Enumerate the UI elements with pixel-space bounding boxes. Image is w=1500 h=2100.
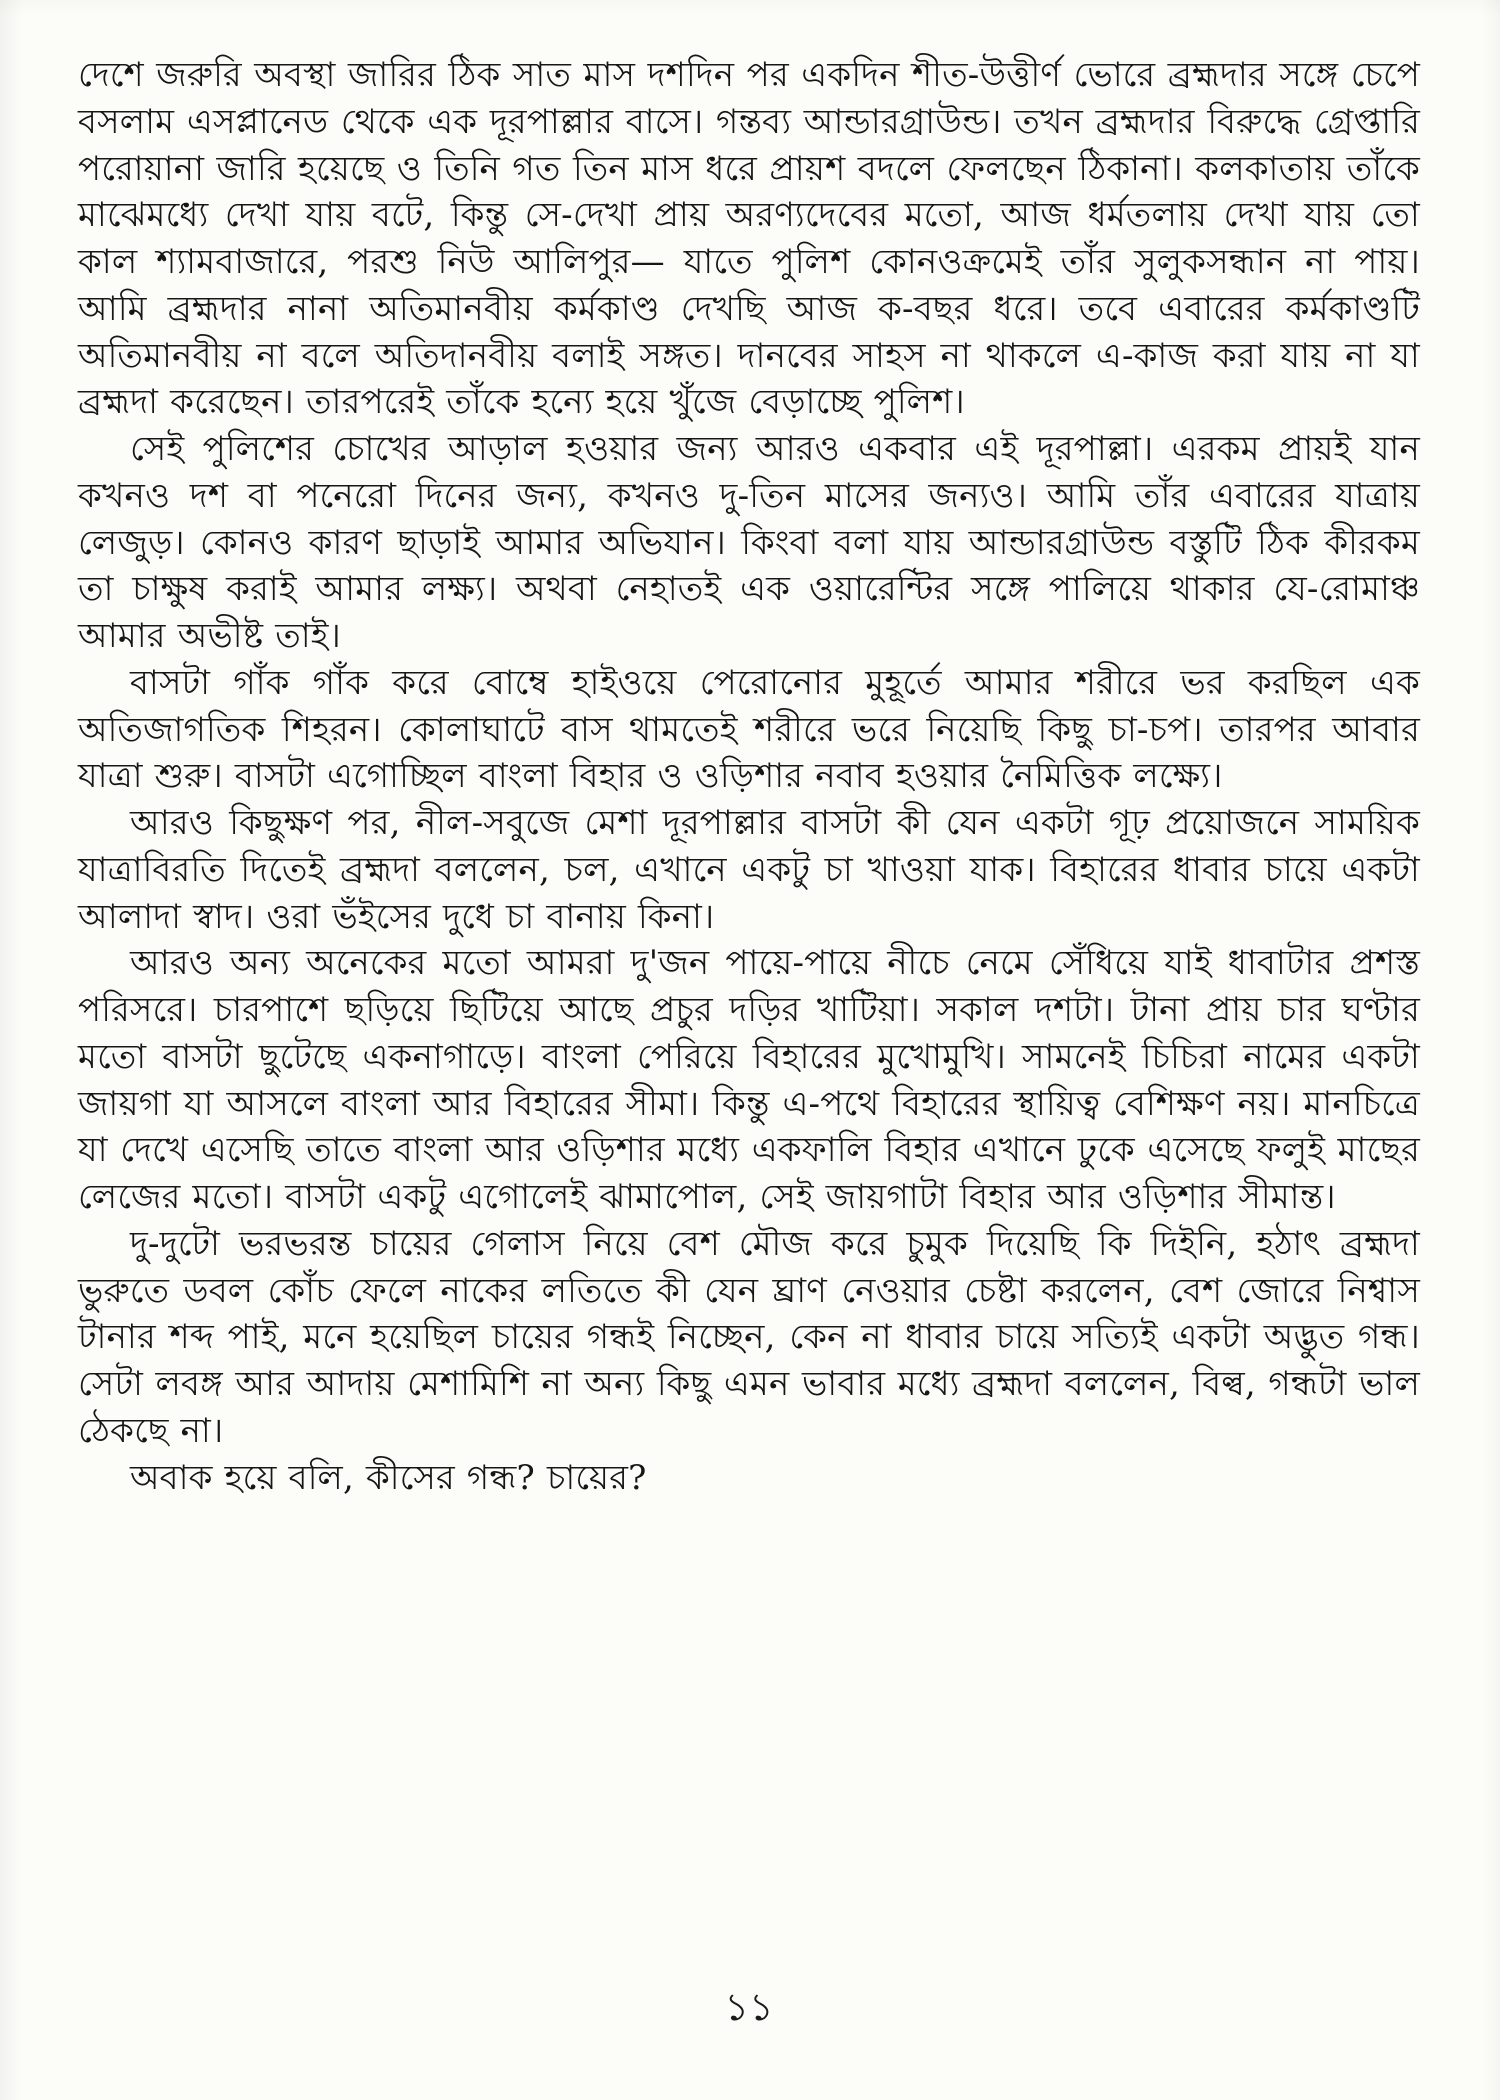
paragraph: দু-দুটো ভরভরন্ত চায়ের গেলাস নিয়ে বেশ মৌজ করে চুমুক দিয়েছি কি দিইনি, হঠাৎ ব্রহ্মদা ভুরুতে ডবল কোঁচ ফেলে নাকের লতিতে কী যেন ঘ্রাণ নেওয়ার চেষ্টা করলেন, বেশ জোরে নিশ্বাস টানার শব্দ পাই, মনে হয়েছিল চায়ের গন্ধই নিচ্ছেন, কেন না ধাবার চায়ে সত্যিই একটা অদ্ভুত গন্ধ। সেটা লবঙ্গ আর আদায় মেশামিশি না অন্য কিছু এমন ভাবার মধ্যে ব্রহ্মদা বললেন, বিল্ব, গন্ধটা ভাল ঠেকছে না। — [78, 1223, 1420, 1451]
paragraph: দেশে জরুরি অবস্থা জারির ঠিক সাত মাস দশদিন পর একদিন শীত-উত্তীর্ণ ভোরে ব্রহ্মদার সঙ্গে চেপে বসলাম এসপ্লানেড থেকে এক দূরপাল্লার বাসে। গন্তব্য আন্ডারগ্রাউন্ড। তখন ব্রহ্মদার বিরুদ্ধে গ্রেপ্তারি পরোয়ানা জারি হয়েছে ও তিনি গত তিন মাস ধরে প্রায়শ বদলে ফেলছেন ঠিকানা। কলকাতায় তাঁকে মাঝেমধ্যে দেখা যায় বটে, কিন্তু সে-দেখা প্রায় অরণ্যদেবের মতো, আজ ধর্মতলায় দেখা যায় তো কাল শ্যামবাজারে, পরশু নিউ আলিপুর— যাতে পুলিশ কোনওক্রমেই তাঁর সুলুকসন্ধান না পায়। আমি ব্রহ্মদার নানা অতিমানবীয় কর্মকাণ্ড দেখছি আজ ক-বছর ধরে। তবে এবারের কর্মকাণ্ডটি অতিমানবীয় না বলে অতিদানবীয় বলাই সঙ্গত। দানবের সাহস না থাকলে এ-কাজ করা যায় না যা ব্রহ্মদা করেছেন। তারপরেই তাঁকে হন্যে হয়ে খুঁজে বেড়াচ্ছে পুলিশ। — [78, 55, 1420, 423]
body-text — [78, 52, 1420, 1978]
paragraph: বাসটা গাঁক গাঁক করে বোম্বে হাইওয়ে পেরোনোর মুহূর্তে আমার শরীরে ভর করছিল এক অতিজাগতিক শিহরন। কোলাঘাটে বাস থামতেই শরীরে ভরে নিয়েছি কিছু চা-চপ। তারপর আবার যাত্রা শুরু। বাসটা এগোচ্ছিল বাংলা বিহার ও ওড়িশার নবাব হওয়ার নৈমিত্তিক লক্ষ্যে। — [78, 662, 1420, 797]
paragraph: সেই পুলিশের চোখের আড়াল হওয়ার জন্য আরও একবার এই দূরপাল্লা। এরকম প্রায়ই যান কখনও দশ বা পনেরো দিনের জন্য, কখনও দু-তিন মাসের জন্যও। আমি তাঁর এবারের যাত্রায় লেজুড়। কোনও কারণ ছাড়াই আমার অভিযান। কিংবা বলা যায় আন্ডারগ্রাউন্ড বস্তুটি ঠিক কীরকম তা চাক্ষুষ করাই আমার লক্ষ্য। অথবা নেহাতই এক ওয়ারেন্টির সঙ্গে পালিয়ে থাকার যে-রোমাঞ্চ আমার অভীষ্ট তাই। — [78, 429, 1420, 656]
paragraph: অবাক হয়ে বলি, কীসের গন্ধ? চায়ের? — [130, 1457, 647, 1498]
paragraph: আরও অন্য অনেকের মতো আমরা দু'জন পায়ে-পায়ে নীচে নেমে সেঁধিয়ে যাই ধাবাটার প্রশস্ত পরিসরে। চারপাশে ছড়িয়ে ছিটিয়ে আছে প্রচুর দড়ির খাটিয়া। সকাল দশটা। টানা প্রায় চার ঘণ্টার মতো বাসটা ছুটেছে একনাগাড়ে। বাংলা পেরিয়ে বিহারের মুখোমুখি। সামনেই চিচিরা নামের একটা জায়গা যা আসলে বাংলা আর বিহারের সীমা। কিন্তু এ-পথে বিহারের স্থায়িত্ব বেশিক্ষণ নয়। মানচিত্রে যা দেখে এসেছি তাতে বাংলা আর ওড়িশার মধ্যে একফালি বিহার এখানে ঢুকে এসেছে ফলুই মাছের লেজের মতো। বাসটা একটু এগোলেই ঝামাপোল, সেই জায়গাটা বিহার আর ওড়িশার সীমান্ত। — [78, 943, 1420, 1217]
page-number: ১১ — [724, 1985, 774, 2029]
paragraph: আরও কিছুক্ষণ পর, নীল-সবুজে মেশা দূরপাল্লার বাসটা কী যেন একটা গূঢ় প্রয়োজনে সাময়িক যাত্রাবিরতি দিতেই ব্রহ্মদা বললেন, চল, এখানে একটু চা খাওয়া যাক। বিহারের ধাবার চায়ে একটা আলাদা স্বাদ। ওরা ভঁইসের দুধে চা বানায় কিনা। — [78, 803, 1420, 937]
